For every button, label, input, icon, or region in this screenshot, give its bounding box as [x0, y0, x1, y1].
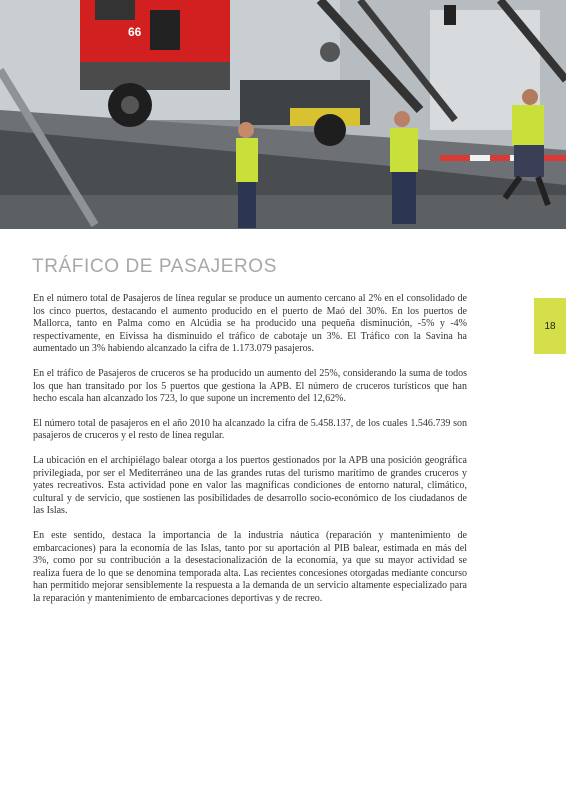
paragraph-geographic-position: La ubicación en el archipiélago balear otorga a los puertos gestionados por la APB una posición geográfica privilegiada, por ser el Mediterráneo una de las grandes rutas del turismo marítimo de grandes cruceros y yates recreativos. Esta actividad pone en valor las magníficas condiciones de entorno natural, climático, cultural y de servicio, que sostienen las posibilidades de desarrollo socio-económico de los ciudadanos de las Islas. — [33, 454, 467, 517]
truck-number: 66 — [128, 25, 142, 39]
page-number: 18 — [544, 320, 556, 332]
body-text — [33, 293, 467, 617]
header-photo — [0, 0, 566, 229]
port-ferry-loading-illustration — [0, 0, 566, 229]
paragraph-passenger-line: En el número total de Pasajeros de línea regular se produce un aumento cercano al 2% en el consolidado de los cinco puertos, destacando el aumento producido en el puerto de Maó del 30%. En los puertos de Mallorca, tanto en Palma como en Alcúdia se ha producido una pequeña disminución, -5% y -4% respectivamente, en Eivissa ha disminuido el tráfico de cabotaje un 3%. El Tráfico con la Savina ha aumentado un 3% habiendo alcanzado la cifra de 1.173.079 pasajeros. — [33, 293, 467, 355]
page-title: TRÁFICO DE PASAJEROS — [32, 256, 277, 277]
page-number-tab — [534, 298, 566, 354]
paragraph-cruise-passengers: En el tráfico de Pasajeros de cruceros se ha producido un aumento del 25%, considerando la suma de todos los que han transitado por los 5 puertos que gestiona la APB. El número de cruceros turísticos que han hecho escala han alcanzado los 723, lo que supone un incremento del 12,62%. — [33, 367, 467, 405]
paragraph-nautical-industry: En este sentido, destaca la importancia de la industria náutica (reparación y mantenimiento de embarcaciones) para la economía de las Islas, tanto por su aportación al PIB balear, estimada en más del 3%, como por su contribución a la desestacionalización de la economía, ya que su mayor actividad se realiza fuera de lo que se denomina temporada alta. Las recientes concesiones otorgadas mediante concurso han permitido mejorar sensiblemente la respuesta a la demanda de un servicio altamente especializado para la reparación y mantenimiento de embarcaciones deportivas y de recreo. — [33, 529, 467, 604]
paragraph-total-passengers: El número total de pasajeros en el año 2010 ha alcanzado la cifra de 5.458.137, de los cuales 1.546.739 son pasajeros de cruceros y el resto de línea regular. — [33, 417, 467, 442]
